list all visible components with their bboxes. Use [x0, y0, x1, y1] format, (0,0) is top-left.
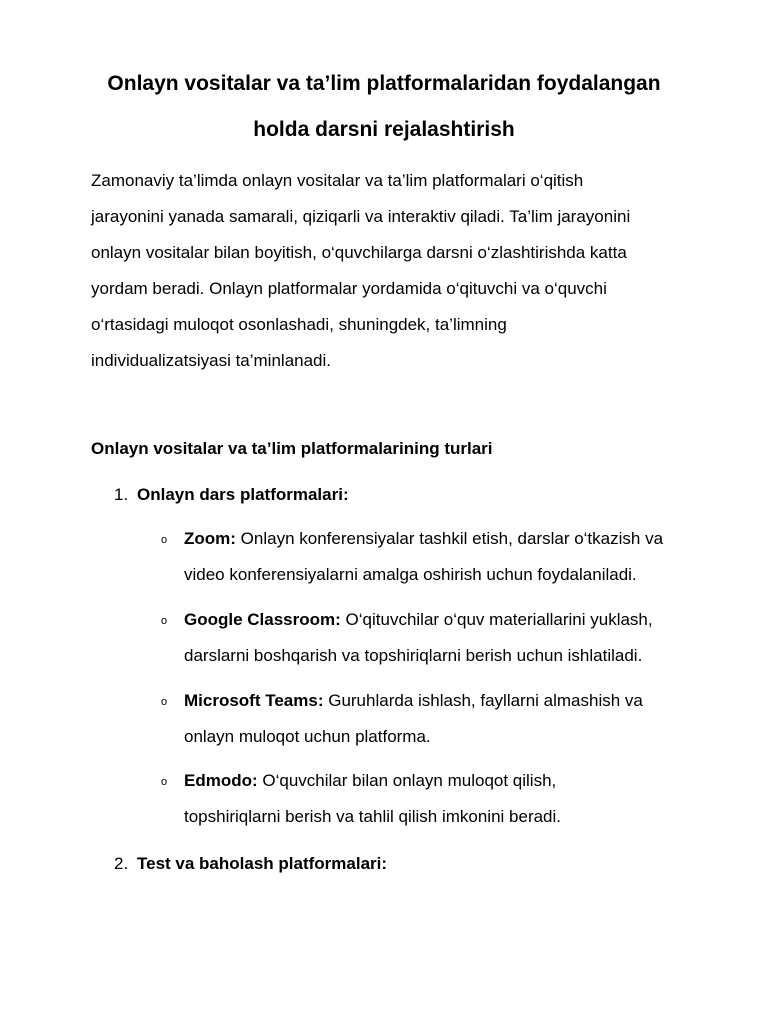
- numbered-item-online-lesson-platforms: [114, 483, 349, 507]
- platform-description: Onlayn konferensiyalar tashkil etish, darslar o‘tkazish va: [235, 529, 664, 548]
- sub-item-text: [184, 763, 724, 835]
- intro-line: yordam beradi. Onlayn platformalar yordamida o‘qituvchi va o‘quvchi: [91, 279, 607, 298]
- sub-item-line: darslarni boshqarish va topshiriqlarni berish uchun ishlatiladi.: [184, 646, 643, 665]
- numbered-item-test-platforms: [114, 852, 387, 876]
- platform-name: Edmodo:: [184, 771, 258, 790]
- numbered-item-label: Test va baholash platformalari:: [137, 854, 388, 873]
- sub-item-line: [184, 602, 724, 638]
- platform-description: Guruhlarda ishlash, fayllarni almashish va: [323, 691, 643, 710]
- sub-item-line: [184, 683, 724, 719]
- intro-paragraph: [91, 163, 711, 379]
- intro-line: Zamonaviy ta’limda onlayn vositalar va ta’lim platformalari o‘qitish: [91, 171, 584, 190]
- intro-line: onlayn vositalar bilan boyitish, o‘quvchilarga darsni o‘zlashtirishda katta: [91, 243, 627, 262]
- platform-description: O‘quvchilar bilan onlayn muloqot qilish,: [257, 771, 557, 790]
- document-title-line-1: Onlayn vositalar va ta’lim platformalaridan foydalangan: [107, 72, 661, 95]
- sub-item-line: [184, 763, 724, 799]
- platform-name: Zoom:: [184, 529, 236, 548]
- sub-item-line: topshiriqlarni berish va tahlil qilish imkonini beradi.: [184, 807, 562, 826]
- circle-bullet-icon: o: [161, 776, 168, 788]
- sub-item-text: [184, 521, 724, 593]
- numbered-item-label: Onlayn dars platformalari:: [137, 485, 349, 504]
- sub-item-line: [184, 521, 724, 557]
- section-heading: Onlayn vositalar va ta’lim platformalarining turlari: [91, 439, 493, 458]
- sub-item-text: [184, 683, 724, 755]
- intro-line: o‘rtasidagi muloqot osonlashadi, shuningdek, ta’limning: [91, 315, 507, 334]
- document-title-line-2: holda darsni rejalashtirish: [253, 118, 515, 141]
- intro-line: individualizatsiyasi ta’minlanadi.: [91, 351, 332, 370]
- sub-item-line: onlayn muloqot uchun platforma.: [184, 727, 431, 746]
- platform-name: Google Classroom:: [184, 610, 341, 629]
- circle-bullet-icon: o: [161, 696, 168, 708]
- circle-bullet-icon: o: [161, 534, 168, 546]
- intro-line: jarayonini yanada samarali, qiziqarli va interaktiv qiladi. Ta’lim jarayonini: [91, 207, 631, 226]
- sub-item-line: video konferensiyalarni amalga oshirish uchun foydalaniladi.: [184, 565, 637, 584]
- circle-bullet-icon: o: [161, 615, 168, 627]
- list-number: 1.: [114, 485, 129, 504]
- platform-name: Microsoft Teams:: [184, 691, 324, 710]
- platform-description: O‘qituvchilar o‘quv materiallarini yuklash,: [340, 610, 653, 629]
- list-number: 2.: [114, 854, 129, 873]
- sub-item-text: [184, 602, 724, 674]
